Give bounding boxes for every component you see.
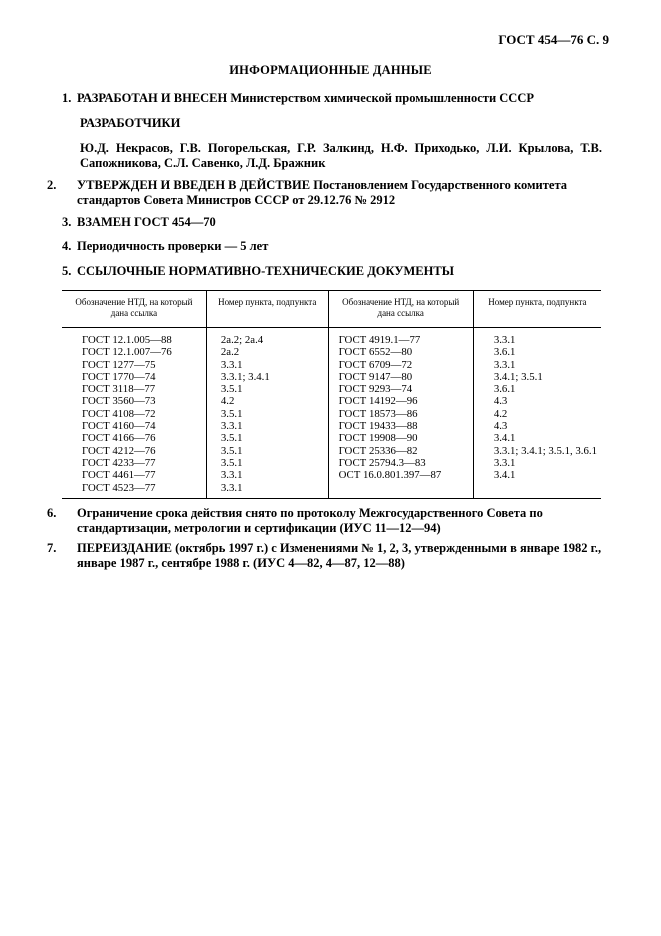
table-cell: 3.4.1 xyxy=(493,469,516,482)
table-row xyxy=(62,469,601,481)
item-number: 7. xyxy=(47,541,57,555)
table-cell: ГОСТ 9147—80 xyxy=(328,371,473,383)
column-header: Номер пункта, подпункта xyxy=(473,291,601,328)
table-cell: 4.3 xyxy=(493,395,508,408)
table-cell: 3.3.1 xyxy=(493,456,516,469)
table-cell: 3.3.1; 3.4.1 xyxy=(206,371,328,383)
table-row xyxy=(62,371,601,383)
table-cell: ГОСТ 25794.3—83 xyxy=(328,457,473,469)
table-cell: 3.4.1; 3.5.1 xyxy=(493,370,543,383)
column-header: Обозначение НТД, на который дана ссылка xyxy=(328,291,473,328)
table-header-row xyxy=(62,291,601,328)
table-cell: 3.5.1 xyxy=(206,408,328,420)
references-table xyxy=(62,290,601,499)
item-replaces xyxy=(62,215,602,230)
item-label: РАЗРАБОТАН И ВНЕСЕН xyxy=(77,91,228,105)
item-label: ПЕРЕИЗДАНИЕ xyxy=(77,541,173,555)
table-cell: 2а.2; 2а.4 xyxy=(206,328,328,347)
table-cell: ГОСТ 4919.1—77 xyxy=(328,328,473,347)
table-cell: ГОСТ 3560—73 xyxy=(62,395,206,407)
table-row xyxy=(62,346,601,358)
table-cell: ГОСТ 9293—74 xyxy=(328,383,473,395)
table-cell: ГОСТ 6709—72 xyxy=(328,359,473,371)
table-cell: ГОСТ 12.1.007—76 xyxy=(62,346,206,358)
table-cell: ГОСТ 4166—76 xyxy=(62,432,206,444)
table-cell: 3.5.1 xyxy=(206,457,328,469)
table-cell: 3.3.1 xyxy=(493,334,516,346)
table-cell: ГОСТ 25336—82 xyxy=(328,445,473,457)
table-cell: 3.5.1 xyxy=(206,445,328,457)
item-number: 4. xyxy=(62,239,72,253)
table-row xyxy=(62,395,601,407)
table-body xyxy=(62,328,601,499)
item-text: Постановлением Государственного комитета стандартов Совета Министров СССР от 29.12.76 № 2912 xyxy=(77,178,567,207)
table-cell: 3.3.1 xyxy=(206,469,328,481)
table-cell: 4.3 xyxy=(493,420,508,433)
table-cell: ГОСТ 18573—86 xyxy=(328,408,473,420)
table-cell: 2а.2 xyxy=(206,346,328,358)
item-text: Периодичность проверки — 5 лет xyxy=(77,239,269,253)
page-header: ГОСТ 454—76 С. 9 xyxy=(498,32,609,47)
table-cell: 3.3.1; 3.4.1; 3.5.1, 3.6.1 xyxy=(493,444,597,457)
table-cell: 4.2 xyxy=(206,395,328,407)
table-cell: 3.6.1 xyxy=(493,383,516,396)
table-row xyxy=(62,420,601,432)
table-cell: ГОСТ 12.1.005—88 xyxy=(62,328,206,347)
table-cell xyxy=(473,482,601,499)
table-cell: ГОСТ 14192—96 xyxy=(328,395,473,407)
table-row xyxy=(62,328,601,347)
table-cell: ГОСТ 3118—77 xyxy=(62,383,206,395)
table-cell: ГОСТ 4160—74 xyxy=(62,420,206,432)
table-cell: 3.4.1 xyxy=(493,432,516,445)
table-cell: 3.3.1 xyxy=(206,420,328,432)
item-label: УТВЕРЖДЕН И ВВЕДЕН В ДЕЙСТВИЕ xyxy=(77,178,311,192)
item-number: 3. xyxy=(62,215,72,229)
item-approved xyxy=(47,178,617,208)
table-cell: ГОСТ 4212—76 xyxy=(62,445,206,457)
table-cell: 4.2 xyxy=(493,407,508,420)
table-cell: ГОСТ 19908—90 xyxy=(328,432,473,444)
table-cell: ГОСТ 1770—74 xyxy=(62,371,206,383)
table-cell: ГОСТ 4233—77 xyxy=(62,457,206,469)
table-row xyxy=(62,408,601,420)
table-cell: 3.3.1 xyxy=(493,358,516,371)
table-row xyxy=(62,445,601,457)
item-text: (октябрь 1997 г.) с Изменениями № 1, 2, 3, утвержденными в январе 1982 г., январе 1987 г., сентябре 1988 г. (ИУС 4—82, 4—87, 12—88) xyxy=(77,541,602,570)
table-cell: ГОСТ 19433—88 xyxy=(328,420,473,432)
table-cell: ГОСТ 4523—77 xyxy=(62,482,206,499)
item-validity xyxy=(47,506,617,536)
column-header: Обозначение НТД, на который дана ссылка xyxy=(62,291,206,328)
item-text: Ограничение срока действия снято по протоколу Межгосударственного Совета по стандартизации, метрологии и сертификации (ИУС 11—12—94) xyxy=(77,506,543,535)
document-title: ИНФОРМАЦИОННЫЕ ДАННЫЕ xyxy=(229,63,432,77)
item-number: 1. xyxy=(62,91,72,105)
table-cell: 3.5.1 xyxy=(206,432,328,444)
table-row xyxy=(62,457,601,469)
developers-names: Ю.Д. Некрасов, Г.В. Погорельская, Г.Р. Залкинд, Н.Ф. Приходько, Л.И. Крылова, Т.В. Сапожникова, С.Л. Савенко, Л.Д. Бражник xyxy=(80,141,602,170)
developers-label: РАЗРАБОТЧИКИ xyxy=(80,116,181,130)
table-cell: ГОСТ 6552—80 xyxy=(328,346,473,358)
item-review-period xyxy=(62,239,602,254)
table-row xyxy=(62,359,601,371)
item-text: Министерством химической промышленности СССР xyxy=(227,91,534,105)
table-cell: ГОСТ 4461—77 xyxy=(62,469,206,481)
table-cell: ГОСТ 1277—75 xyxy=(62,359,206,371)
table-cell: ОСТ 16.0.801.397—87 xyxy=(328,469,473,481)
item-developed-by xyxy=(62,91,602,106)
item-number: 5. xyxy=(62,264,72,278)
table-cell: 3.3.1 xyxy=(206,482,328,499)
item-number: 6. xyxy=(47,506,57,520)
column-header: Номер пункта, подпункта xyxy=(206,291,328,328)
item-references-heading xyxy=(62,264,602,279)
table-row xyxy=(62,482,601,499)
table-cell: ГОСТ 4108—72 xyxy=(62,408,206,420)
item-number: 2. xyxy=(47,178,57,192)
item-text: ВЗАМЕН ГОСТ 454—70 xyxy=(77,215,216,229)
item-reissue xyxy=(47,541,617,571)
table-row xyxy=(62,432,601,444)
table-cell: 3.5.1 xyxy=(206,383,328,395)
table-cell: 3.3.1 xyxy=(206,359,328,371)
item-text: ССЫЛОЧНЫЕ НОРМАТИВНО-ТЕХНИЧЕСКИЕ ДОКУМЕНТЫ xyxy=(77,264,454,278)
table-row xyxy=(62,383,601,395)
table-cell xyxy=(328,482,473,499)
table-cell: 3.6.1 xyxy=(493,346,516,359)
